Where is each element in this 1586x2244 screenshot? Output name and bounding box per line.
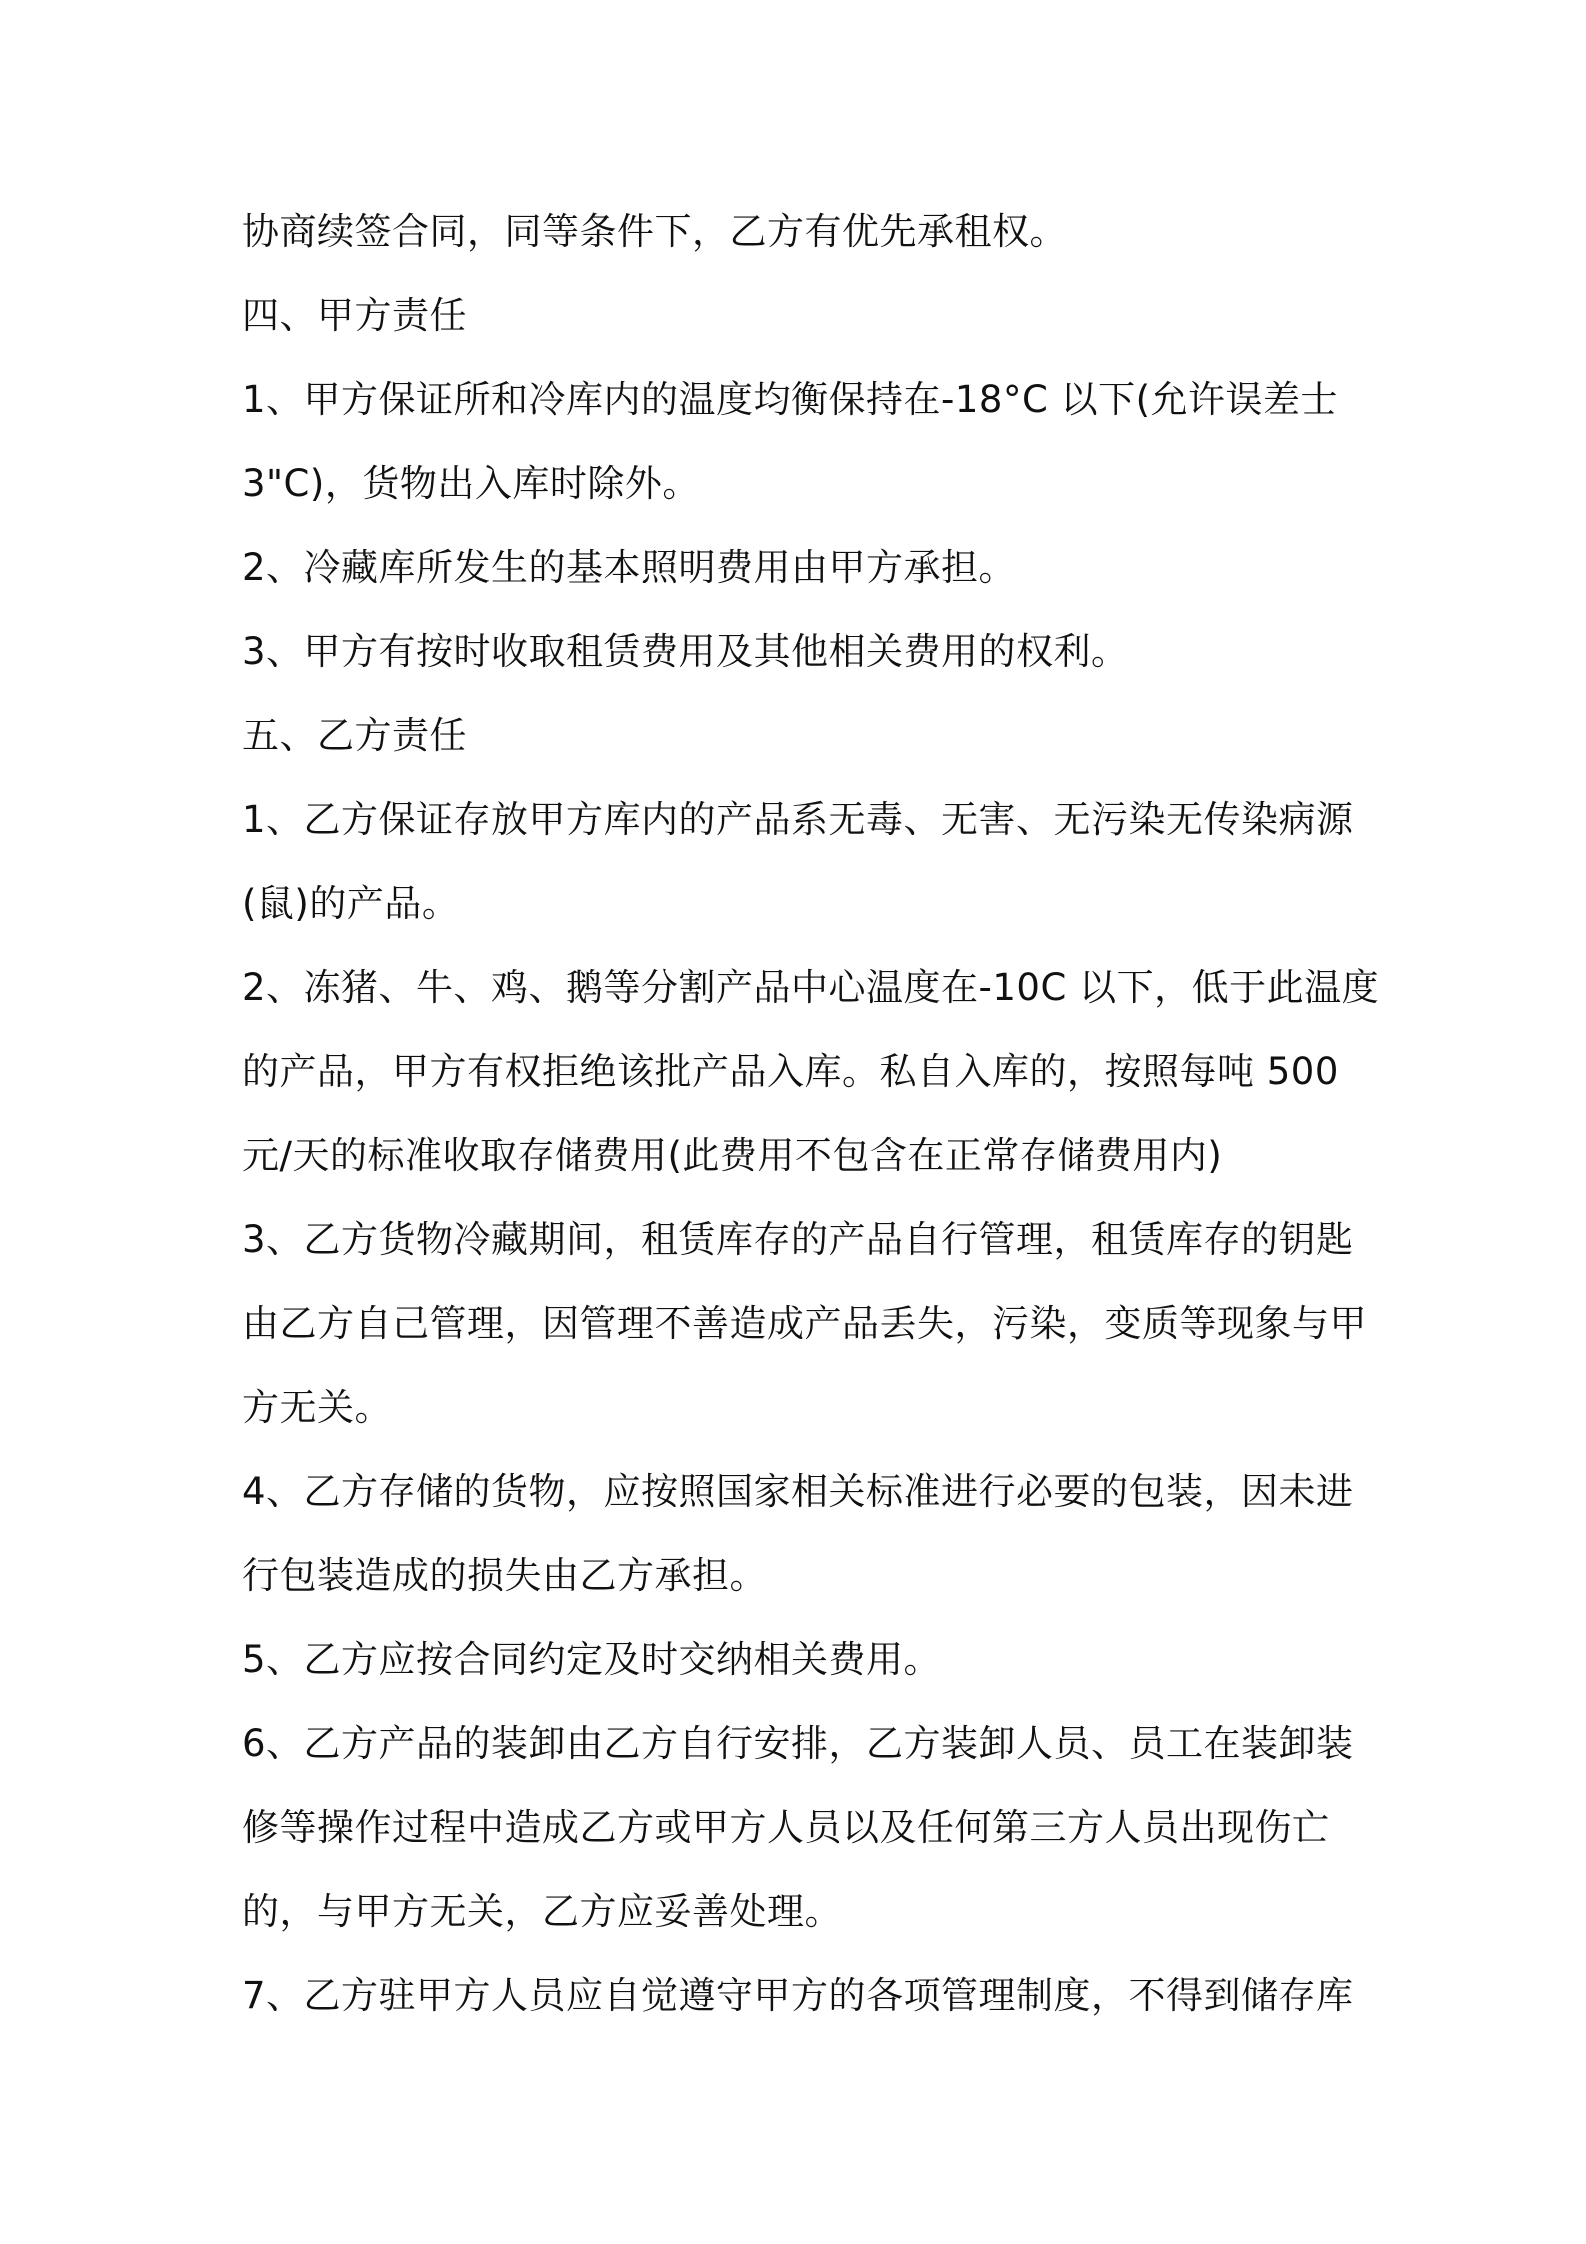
- contract-text: [242, 190, 1380, 2038]
- text-line-continuation: 协商续签合同，同等条件下，乙方有优先承租权。: [242, 210, 1067, 253]
- clause-b5: 5、乙方应按合同约定及时交纳相关费用。: [242, 1638, 942, 1681]
- clause-b3-line2: 由乙方自己管理，因管理不善造成产品丢失，污染，变质等现象与甲: [242, 1302, 1367, 1345]
- clause-b1-line1: 1、乙方保证存放甲方库内的产品系无毒、无害、无污染无传染病源: [242, 798, 1354, 841]
- clause-a3: 3、甲方有按时收取租赁费用及其他相关费用的权利。: [242, 630, 1129, 673]
- clause-b3-line3: 方无关。: [242, 1386, 392, 1429]
- clause-b7-line1: 7、乙方驻甲方人员应自觉遵守甲方的各项管理制度，不得到储存库: [242, 1974, 1354, 2017]
- clause-b1-line2: (鼠)的产品。: [242, 882, 460, 925]
- clause-b2-line3: 元/天的标准收取存储费用(此费用不包含在正常存储费用内): [242, 1134, 1223, 1177]
- clause-b3-line1: 3、乙方货物冷藏期间，租赁库存的产品自行管理，租赁库存的钥匙: [242, 1218, 1354, 1261]
- clause-b6-line1: 6、乙方产品的装卸由乙方自行安排，乙方装卸人员、员工在装卸装: [242, 1722, 1354, 1765]
- clause-b4-line1: 4、乙方存储的货物，应按照国家相关标准进行必要的包装，因未进: [242, 1470, 1354, 1513]
- clause-a1-line2: 3"C)，货物出入库时除外。: [242, 462, 700, 505]
- clause-b6-line3: 的，与甲方无关，乙方应妥善处理。: [242, 1890, 842, 1933]
- clause-b2-line1: 2、冻猪、牛、鸡、鹅等分割产品中心温度在-10C 以下，低于此温度: [242, 966, 1380, 1009]
- clause-a1-line1: 1、甲方保证所和冷库内的温度均衡保持在-18°C 以下(允许误差士: [242, 378, 1339, 421]
- clause-b6-line2: 修等操作过程中造成乙方或甲方人员以及任何第三方人员出现伤亡: [242, 1806, 1330, 1849]
- section-heading-party-a: 四、甲方责任: [242, 294, 467, 337]
- clause-b2-line2: 的产品，甲方有权拒绝该批产品入库。私自入库的，按照每吨 500: [242, 1050, 1339, 1093]
- section-heading-party-b: 五、乙方责任: [242, 714, 467, 757]
- clause-a2: 2、冷藏库所发生的基本照明费用由甲方承担。: [242, 546, 1017, 589]
- clause-b4-line2: 行包装造成的损失由乙方承担。: [242, 1554, 767, 1597]
